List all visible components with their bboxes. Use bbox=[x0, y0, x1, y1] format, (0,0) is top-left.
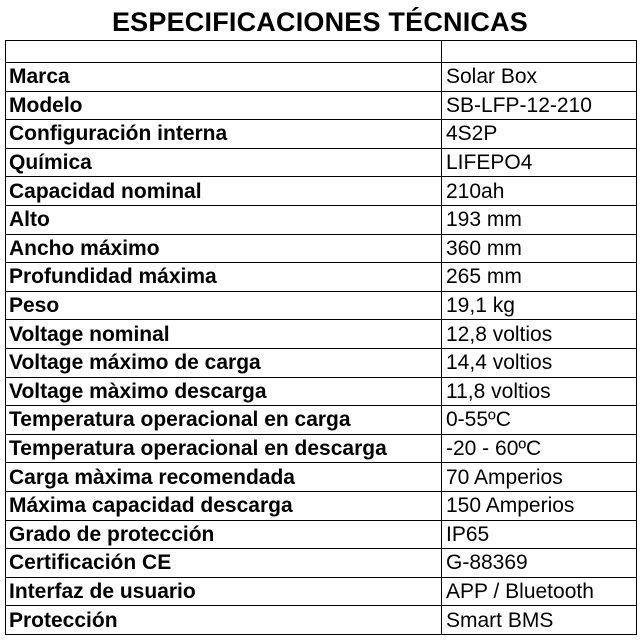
spec-label: Temperatura operacional en descarga bbox=[6, 434, 442, 463]
table-row bbox=[6, 177, 637, 206]
spec-value: 193 mm bbox=[442, 205, 637, 234]
spec-value: 265 mm bbox=[442, 263, 637, 292]
spec-value: 12,8 voltios bbox=[442, 320, 637, 349]
spec-value: 150 Amperios bbox=[442, 491, 637, 520]
table-row bbox=[6, 91, 637, 120]
table-row bbox=[6, 263, 637, 292]
spec-label: Configuración interna bbox=[6, 120, 442, 149]
spec-label: Máxima capacidad descarga bbox=[6, 491, 442, 520]
spec-value: 19,1 kg bbox=[442, 291, 637, 320]
table-row bbox=[6, 148, 637, 177]
table-row bbox=[6, 434, 637, 463]
spec-label: Interfaz de usuario bbox=[6, 577, 442, 606]
spec-value: Solar Box bbox=[442, 63, 637, 92]
spec-label: Peso bbox=[6, 291, 442, 320]
spec-value: 360 mm bbox=[442, 234, 637, 263]
spec-label: Capacidad nominal bbox=[6, 177, 442, 206]
spec-label: Ancho máximo bbox=[6, 234, 442, 263]
spec-value: 11,8 voltios bbox=[442, 377, 637, 406]
table-row bbox=[6, 234, 637, 263]
table-row bbox=[6, 63, 637, 92]
spec-value: SB-LFP-12-210 bbox=[442, 91, 637, 120]
table-row bbox=[6, 205, 637, 234]
table-row bbox=[6, 463, 637, 492]
specs-table-body bbox=[6, 41, 637, 635]
spec-label: Temperatura operacional en carga bbox=[6, 406, 442, 435]
blank-row bbox=[6, 41, 637, 63]
spec-value: 70 Amperios bbox=[442, 463, 637, 492]
spec-value: APP / Bluetooth bbox=[442, 577, 637, 606]
spec-label: Protección bbox=[6, 606, 442, 635]
spec-value: 4S2P bbox=[442, 120, 637, 149]
spec-value: LIFEPO4 bbox=[442, 148, 637, 177]
spec-label: Alto bbox=[6, 205, 442, 234]
table-row bbox=[6, 320, 637, 349]
table-row bbox=[6, 520, 637, 549]
blank-label-cell bbox=[6, 41, 442, 63]
table-row bbox=[6, 406, 637, 435]
spec-value: 0-55ºC bbox=[442, 406, 637, 435]
spec-label: Grado de protección bbox=[6, 520, 442, 549]
table-row bbox=[6, 606, 637, 635]
spec-label: Marca bbox=[6, 63, 442, 92]
spec-label: Voltage nominal bbox=[6, 320, 442, 349]
spec-value: Smart BMS bbox=[442, 606, 637, 635]
page-title: ESPECIFICACIONES TÉCNICAS bbox=[111, 7, 529, 37]
table-row bbox=[6, 291, 637, 320]
spec-label: Profundidad máxima bbox=[6, 263, 442, 292]
spec-label: Química bbox=[6, 148, 442, 177]
spec-label: Modelo bbox=[6, 91, 442, 120]
spec-label: Voltage máximo de carga bbox=[6, 348, 442, 377]
spec-value: 14,4 voltios bbox=[442, 348, 637, 377]
spec-value: G-88369 bbox=[442, 549, 637, 578]
table-row bbox=[6, 348, 637, 377]
table-row bbox=[6, 491, 637, 520]
spec-value: -20 - 60ºC bbox=[442, 434, 637, 463]
spec-label: Certificación CE bbox=[6, 549, 442, 578]
spec-value: IP65 bbox=[442, 520, 637, 549]
spec-label: Voltage màximo descarga bbox=[6, 377, 442, 406]
table-row bbox=[6, 377, 637, 406]
table-row bbox=[6, 549, 637, 578]
spec-label: Carga màxima recomendada bbox=[6, 463, 442, 492]
blank-value-cell bbox=[442, 41, 637, 63]
spec-value: 210ah bbox=[442, 177, 637, 206]
specs-table bbox=[5, 40, 637, 635]
table-row bbox=[6, 120, 637, 149]
table-row bbox=[6, 577, 637, 606]
